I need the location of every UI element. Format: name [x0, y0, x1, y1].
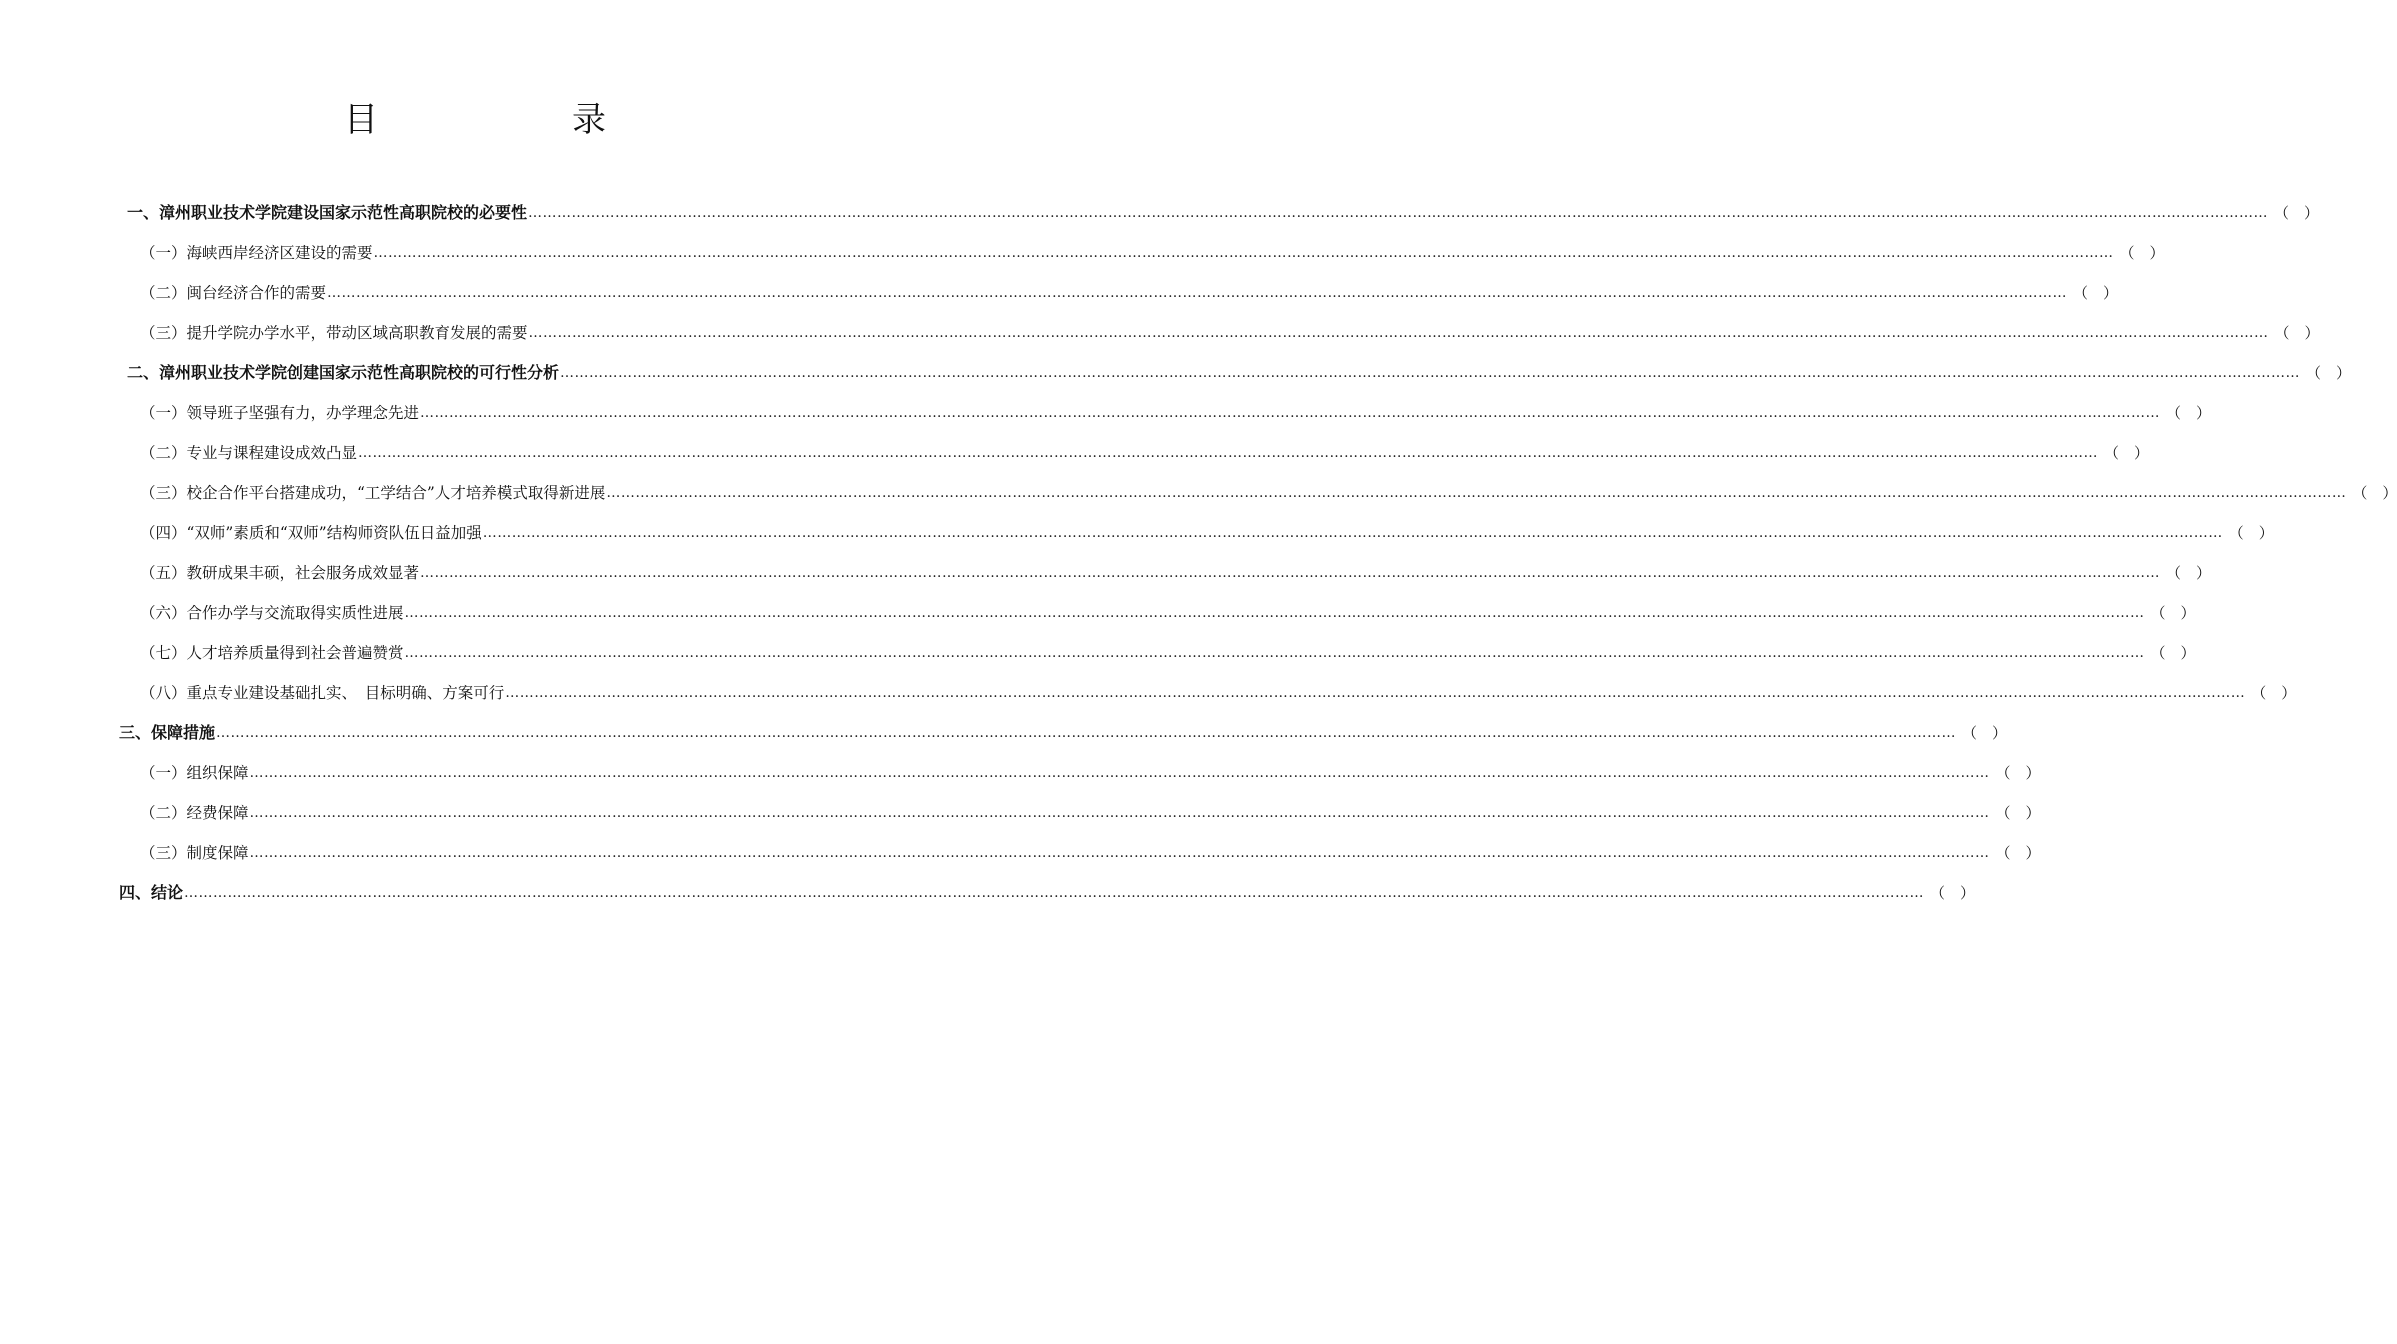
toc-entry-label: （三）制度保障: [140, 844, 249, 862]
toc-page-number: （ ）: [2251, 684, 2297, 702]
toc-subsection[interactable]: [140, 638, 2196, 668]
toc-page-number: （ ）: [2166, 564, 2212, 582]
toc-subsection[interactable]: [140, 278, 2119, 308]
toc-entry-label: 一、漳州职业技术学院建设国家示范性高职院校的必要性: [127, 203, 528, 222]
toc-subsection[interactable]: [140, 598, 2196, 628]
toc-page-number: （ ）: [1995, 844, 2041, 862]
toc-dot-leader: ………………………………………………………………………………………………………………………………………………………………………………………………………………………………………………………………………………………………………………………………: [528, 325, 2269, 341]
toc-dot-leader: ………………………………………………………………………………………………………………………………………………………………………………………………………………………………………………………………………………………………………………………………: [404, 605, 2145, 621]
toc-page-number: （ ）: [1930, 884, 1976, 902]
toc-page-number: （ ）: [2119, 244, 2165, 262]
toc-entry-label: （三）提升学院办学水平，带动区域高职教育发展的需要: [140, 324, 528, 342]
toc-entry-label: 三、保障措施: [119, 723, 216, 742]
toc-subsection[interactable]: [140, 318, 2320, 348]
toc-page-number: （ ）: [2228, 524, 2274, 542]
toc-entry-label: 二、漳州职业技术学院创建国家示范性高职院校的可行性分析: [127, 363, 560, 382]
toc-page-number: （ ）: [1995, 804, 2041, 822]
toc-page-number: （ ）: [2352, 484, 2397, 502]
toc-entry-label: （二）经费保障: [140, 804, 249, 822]
toc-page-number: （ ）: [2306, 364, 2352, 382]
toc-subsection[interactable]: [140, 238, 2165, 268]
toc-entry-label: （二）闽台经济合作的需要: [140, 284, 327, 302]
toc-section[interactable]: [119, 878, 1976, 908]
toc-dot-leader: ………………………………………………………………………………………………………………………………………………………………………………………………………………………………………………………………………………………………………………………………: [216, 725, 1957, 741]
toc-subsection[interactable]: [140, 398, 2212, 428]
toc-dot-leader: ………………………………………………………………………………………………………………………………………………………………………………………………………………………………………………………………………………………………………………………………: [505, 685, 2246, 701]
toc-subsection[interactable]: [140, 798, 2041, 828]
toc-entry-label: 四、结论: [119, 883, 184, 902]
toc-dot-leader: ………………………………………………………………………………………………………………………………………………………………………………………………………………………………………………………………………………………………………………………………: [184, 885, 1925, 901]
toc-page-number: （ ）: [2104, 444, 2150, 462]
toc-entry-label: （六）合作办学与交流取得实质性进展: [140, 604, 404, 622]
toc-entry-label: （七）人才培养质量得到社会普遍赞赏: [140, 644, 404, 662]
toc-dot-leader: ………………………………………………………………………………………………………………………………………………………………………………………………………………………………………………………………………………………………………………………………: [404, 645, 2145, 661]
toc-subsection[interactable]: [140, 758, 2041, 788]
toc-entry-label: （八）重点专业建设基础扎实、 目标明确、方案可行: [140, 684, 505, 702]
toc-entry-label: （四）“双师”素质和“双师”结构师资队伍日益加强: [140, 524, 482, 542]
toc-page-number: （ ）: [2274, 204, 2320, 222]
toc-page-number: （ ）: [2274, 324, 2320, 342]
toc-dot-leader: ………………………………………………………………………………………………………………………………………………………………………………………………………………………………………………………………………………………………………………………………: [528, 205, 2269, 221]
toc-subsection[interactable]: [140, 838, 2041, 868]
toc-dot-leader: ………………………………………………………………………………………………………………………………………………………………………………………………………………………………………………………………………………………………………………………………: [482, 525, 2223, 541]
toc-dot-leader: ………………………………………………………………………………………………………………………………………………………………………………………………………………………………………………………………………………………………………………………………: [358, 445, 2099, 461]
toc-page-number: （ ）: [2150, 604, 2196, 622]
toc-dot-leader: ………………………………………………………………………………………………………………………………………………………………………………………………………………………………………………………………………………………………………………………………: [327, 285, 2068, 301]
toc-dot-leader: ………………………………………………………………………………………………………………………………………………………………………………………………………………………………………………………………………………………………………………………………: [249, 765, 1990, 781]
toc-subsection[interactable]: [140, 558, 2212, 588]
toc-page-number: （ ）: [2166, 404, 2212, 422]
toc-dot-leader: ………………………………………………………………………………………………………………………………………………………………………………………………………………………………………………………………………………………………………………………………: [606, 485, 2347, 501]
toc-page-number: （ ）: [1995, 764, 2041, 782]
toc-dot-leader: ………………………………………………………………………………………………………………………………………………………………………………………………………………………………………………………………………………………………………………………………: [420, 405, 2161, 421]
toc-entry-label: （二）专业与课程建设成效凸显: [140, 444, 358, 462]
toc-subsection[interactable]: [140, 478, 2397, 508]
toc-section[interactable]: [127, 198, 2320, 228]
toc-subsection[interactable]: [140, 518, 2274, 548]
toc-section[interactable]: [119, 718, 2008, 748]
toc-dot-leader: ………………………………………………………………………………………………………………………………………………………………………………………………………………………………………………………………………………………………………………………………: [560, 365, 2301, 381]
toc-dot-leader: ………………………………………………………………………………………………………………………………………………………………………………………………………………………………………………………………………………………………………………………………: [249, 845, 1990, 861]
toc-dot-leader: ………………………………………………………………………………………………………………………………………………………………………………………………………………………………………………………………………………………………………………………………: [249, 805, 1990, 821]
toc-dot-leader: ………………………………………………………………………………………………………………………………………………………………………………………………………………………………………………………………………………………………………………………………: [420, 565, 2161, 581]
toc-entry-label: （一）组织保障: [140, 764, 249, 782]
toc-section[interactable]: [127, 358, 2352, 388]
toc-entry-label: （一）海峡西岸经济区建设的需要: [140, 244, 373, 262]
toc-page-number: （ ）: [1962, 724, 2008, 742]
toc-entry-label: （五）教研成果丰硕，社会服务成效显著: [140, 564, 420, 582]
toc-subsection[interactable]: [140, 678, 2297, 708]
toc-entry-label: （三）校企合作平台搭建成功，“工学结合”人才培养模式取得新进展: [140, 484, 606, 502]
toc-subsection[interactable]: [140, 438, 2150, 468]
toc-page-number: （ ）: [2073, 284, 2119, 302]
toc-dot-leader: ………………………………………………………………………………………………………………………………………………………………………………………………………………………………………………………………………………………………………………………………: [373, 245, 2114, 261]
toc-entry-label: （一）领导班子坚强有力，办学理念先进: [140, 404, 420, 422]
toc-page-number: （ ）: [2150, 644, 2196, 662]
page-title: 目 录: [344, 100, 686, 140]
